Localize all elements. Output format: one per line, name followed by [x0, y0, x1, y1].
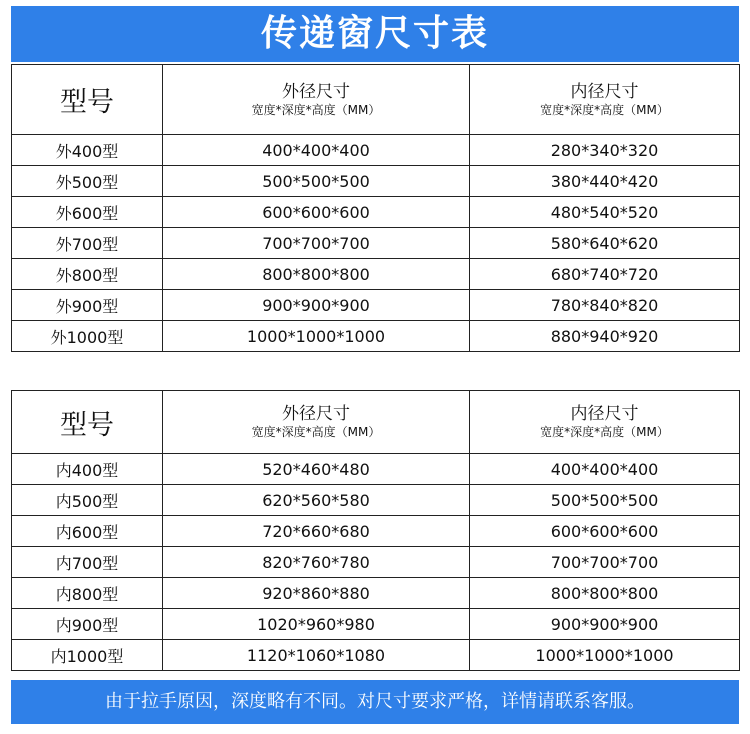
- page-title: 传递窗尺寸表: [11, 6, 739, 62]
- table-row: [12, 640, 740, 671]
- inner-size-cell: 700*700*700: [470, 547, 740, 578]
- inner-size-cell: 380*440*420: [470, 166, 740, 197]
- table-row: [12, 321, 740, 352]
- inner-size-cell: 900*900*900: [470, 609, 740, 640]
- table-row: [12, 135, 740, 166]
- model-cell: 外700型: [12, 228, 163, 259]
- inner-size-cell: 1000*1000*1000: [470, 640, 740, 671]
- table-row: [12, 485, 740, 516]
- model-cell: 外800型: [12, 259, 163, 290]
- outer-size-cell: 620*560*580: [163, 485, 470, 516]
- model-cell: 内600型: [12, 516, 163, 547]
- model-cell: 外600型: [12, 197, 163, 228]
- outer-size-cell: 1120*1060*1080: [163, 640, 470, 671]
- model-cell: 内700型: [12, 547, 163, 578]
- table-row: [12, 547, 740, 578]
- inner-size-cell: 880*940*920: [470, 321, 740, 352]
- outer-size-cell: 900*900*900: [163, 290, 470, 321]
- header-model: 型号: [12, 65, 163, 135]
- table-header-row: [12, 391, 740, 454]
- spec-table-outer-models: [11, 64, 740, 352]
- inner-size-cell: 600*600*600: [470, 516, 740, 547]
- inner-size-cell: 280*340*320: [470, 135, 740, 166]
- header-inner-size: 内径尺寸 宽度*深度*高度（MM）: [470, 391, 740, 454]
- table-row: [12, 228, 740, 259]
- table-header-row: [12, 65, 740, 135]
- outer-size-cell: 800*800*800: [163, 259, 470, 290]
- inner-size-cell: 780*840*820: [470, 290, 740, 321]
- spec-table-inner-models: [11, 390, 740, 671]
- inner-size-cell: 800*800*800: [470, 578, 740, 609]
- inner-size-cell: 680*740*720: [470, 259, 740, 290]
- outer-size-cell: 920*860*880: [163, 578, 470, 609]
- outer-size-cell: 600*600*600: [163, 197, 470, 228]
- model-cell: 外500型: [12, 166, 163, 197]
- footer-note: 由于拉手原因，深度略有不同。对尺寸要求严格，详情请联系客服。: [11, 680, 739, 724]
- header-outer-size: 外径尺寸 宽度*深度*高度（MM）: [163, 65, 470, 135]
- table-row: [12, 609, 740, 640]
- table-row: [12, 166, 740, 197]
- model-cell: 外400型: [12, 135, 163, 166]
- model-cell: 外900型: [12, 290, 163, 321]
- table-row: [12, 259, 740, 290]
- outer-size-cell: 1020*960*980: [163, 609, 470, 640]
- inner-size-cell: 480*540*520: [470, 197, 740, 228]
- header-inner-size: 内径尺寸 宽度*深度*高度（MM）: [470, 65, 740, 135]
- inner-size-cell: 500*500*500: [470, 485, 740, 516]
- model-cell: 内1000型: [12, 640, 163, 671]
- model-cell: 内900型: [12, 609, 163, 640]
- outer-size-cell: 500*500*500: [163, 166, 470, 197]
- outer-size-cell: 700*700*700: [163, 228, 470, 259]
- outer-size-cell: 720*660*680: [163, 516, 470, 547]
- table-row: [12, 197, 740, 228]
- table-row: [12, 454, 740, 485]
- inner-size-cell: 580*640*620: [470, 228, 740, 259]
- header-model: 型号: [12, 391, 163, 454]
- model-cell: 内800型: [12, 578, 163, 609]
- model-cell: 外1000型: [12, 321, 163, 352]
- outer-size-cell: 1000*1000*1000: [163, 321, 470, 352]
- header-outer-size: 外径尺寸 宽度*深度*高度（MM）: [163, 391, 470, 454]
- table-row: [12, 290, 740, 321]
- table-row: [12, 578, 740, 609]
- model-cell: 内400型: [12, 454, 163, 485]
- model-cell: 内500型: [12, 485, 163, 516]
- outer-size-cell: 820*760*780: [163, 547, 470, 578]
- outer-size-cell: 400*400*400: [163, 135, 470, 166]
- inner-size-cell: 400*400*400: [470, 454, 740, 485]
- table-row: [12, 516, 740, 547]
- outer-size-cell: 520*460*480: [163, 454, 470, 485]
